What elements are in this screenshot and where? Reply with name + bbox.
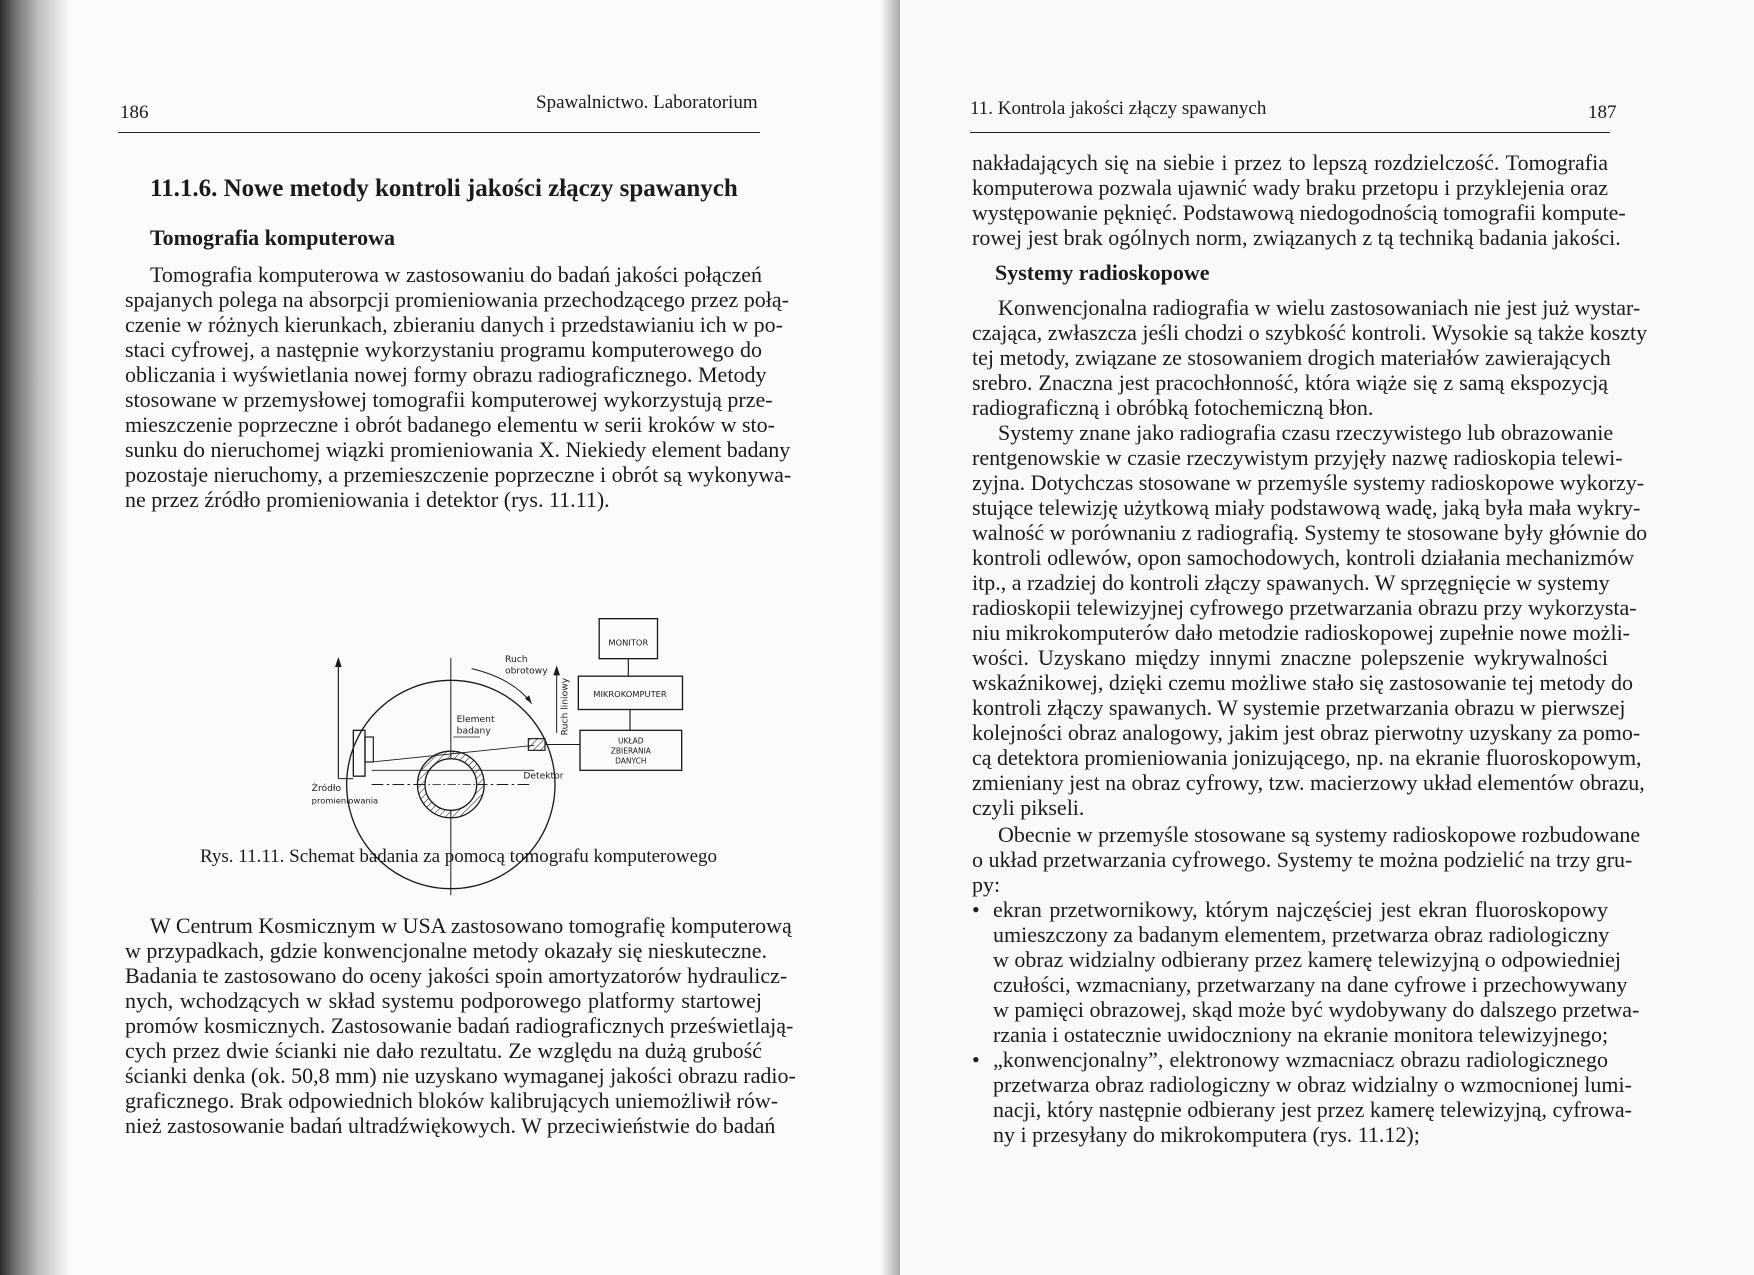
data-acquisition-label: DANYCH bbox=[615, 756, 647, 766]
radiation-source bbox=[353, 730, 365, 776]
microcomputer-label: MIKROKOMPUTER bbox=[593, 689, 667, 699]
text-line: nież zastosowanie badań ultradźwiękowych. W przeciwieństwie do badań bbox=[125, 1113, 776, 1138]
text-line: nych, wchodzących w skład systemu podporowego platformy startowej bbox=[125, 988, 762, 1013]
text-line: ścianki denka (ok. 50,8 mm) nie uzyskano wymaganej jakości obrazu radio- bbox=[125, 1063, 796, 1088]
text-line: Konwencjonalna radiografia w wielu zastosowaniach nie jest już wystar- bbox=[998, 295, 1641, 320]
header-rule bbox=[970, 132, 1610, 133]
text-line: stujące telewizję użytkową miały podstawową wadę, jaką była mała wykry- bbox=[972, 495, 1641, 520]
source-label: Źródło bbox=[311, 783, 342, 795]
monitor-label: MONITOR bbox=[608, 637, 649, 648]
subheading: Systemy radioskopowe bbox=[995, 260, 1210, 285]
rotation-label: obrotowy bbox=[505, 665, 548, 677]
text-line: cą detektora promieniowania jonizującego, np. na ekranie fluoroskopowym, bbox=[972, 745, 1642, 770]
page-number: 186 bbox=[120, 102, 149, 123]
text-line: kontroli złączy spawanych. W systemie przetwarzania obrazu w pierwszej bbox=[972, 695, 1626, 720]
text-line: czająca, zwłaszcza jeśli chodzi o szybkość kontroli. Wysokie są także koszty bbox=[972, 320, 1648, 345]
text-line: cych przez dwie ścianki nie dało rezultatu. Ze względu na dużą grubość bbox=[125, 1038, 762, 1063]
text-line: radiograficzną i obróbką fotochemiczną błon. bbox=[972, 395, 1374, 420]
text-line: sunku do nieruchomej wiązki promieniowania X. Niekiedy element badany bbox=[125, 437, 791, 462]
text-line: „konwencjonalny”, elektronowy wzmacniacz obrazu radiologicznego bbox=[993, 1047, 1608, 1072]
page-number: 187 bbox=[1588, 102, 1617, 123]
text-line: kolejności obraz analogowy, jakim jest obraz pierwotny uzyskany za pomo- bbox=[972, 720, 1641, 745]
text-line: w obraz widzialny odbierany przez kamerę telewizyjną o odpowiedniej bbox=[993, 947, 1621, 972]
text-line: rowej jest brak ogólnych norm, związanych z tą techniką badania jakości. bbox=[972, 225, 1621, 250]
bullet-marker: • bbox=[972, 897, 980, 922]
text-line: staci cyfrowej, a następnie wykorzystaniu programu komputerowego do bbox=[125, 337, 762, 362]
text-line: radioskopii telewizyjnej cyfrowego przetwarzania obrazu przy wykorzysta- bbox=[972, 595, 1637, 620]
right-page bbox=[900, 0, 1754, 1275]
text-line: niu mikrokomputerów dało metodzie radioskopowej zupełnie nowe możli- bbox=[972, 620, 1631, 645]
text-line: występowanie pęknięć. Podstawową niedogodnością tomografii kompute- bbox=[972, 200, 1626, 225]
text-line: walność w porównaniu z radiografią. Systemy te stosowane były głównie do bbox=[972, 520, 1648, 545]
text-line: rentgenowskie w czasie rzeczywistym przyjęły nazwę radioskopia telewi- bbox=[972, 445, 1623, 470]
page-edge-shadow bbox=[0, 0, 70, 1275]
text-line: tej metody, związane ze stosowaniem drogich materiałów zawierających bbox=[972, 345, 1611, 370]
text-line: Badania te zastosowano do oceny jakości spoin amortyzatorów hydraulicz- bbox=[125, 963, 788, 988]
text-line: obliczania i wyświetlania nowej formy obrazu radiograficznego. Metody bbox=[125, 362, 767, 387]
text-line: czyli pikseli. bbox=[972, 795, 1085, 820]
text-line: komputerowa pozwala ujawnić wady braku przetopu i przyklejenia oraz bbox=[972, 175, 1608, 200]
text-line: rzania i ostatecznie uwidoczniony na ekranie monitora telewizyjnego; bbox=[993, 1022, 1609, 1047]
text-line: przetwarza obraz radiologiczny w obraz widzialny o wzmocnionej lumi- bbox=[993, 1072, 1632, 1097]
detector-label: Detektor bbox=[523, 770, 564, 782]
text-line: wskaźnikowej, dzięki czemu możliwe stało się zastosowanie tej metody do bbox=[972, 670, 1634, 695]
data-acquisition-label: ZBIERANIA bbox=[610, 746, 651, 756]
text-line: W Centrum Kosmicznym w USA zastosowano tomografię komputerową bbox=[150, 913, 792, 938]
section-heading: 11.1.6. Nowe metody kontroli jakości złączy spawanych bbox=[150, 175, 738, 202]
text-line: kontroli odlewów, opon samochodowych, kontroli działania mechanizmów bbox=[972, 545, 1635, 570]
source-label: promieniowania bbox=[311, 795, 379, 806]
text-line: stosowane w przemysłowej tomografii komputerowej wykorzystują prze- bbox=[125, 387, 773, 412]
text-line: w przypadkach, gdzie konwencjonalne metody okazały się nieskuteczne. bbox=[125, 938, 768, 963]
subheading: Tomografia komputerowa bbox=[150, 225, 396, 250]
data-acquisition-label: UKŁAD bbox=[618, 736, 644, 746]
rotation-label: Ruch bbox=[505, 654, 528, 665]
text-line: Systemy znane jako radiografia czasu rzeczywistego lub obrazowanie bbox=[998, 420, 1614, 445]
text-line: itp., a rzadziej do kontroli złączy spawanych. W sprzęgnięcie w systemy bbox=[972, 570, 1610, 595]
running-head: 11. Kontrola jakości złączy spawanych bbox=[970, 98, 1267, 119]
element-label: Element bbox=[456, 714, 495, 725]
text-line: Tomografia komputerowa w zastosowaniu do badań jakości połączeń bbox=[150, 262, 762, 287]
text-line: wości. Uzyskano między innymi znaczne polepszenie wykrywalności bbox=[972, 645, 1608, 670]
bullet-marker: • bbox=[972, 1047, 980, 1072]
header-rule bbox=[118, 132, 760, 133]
text-line: pozostaje nieruchomy, a przemieszczenie poprzeczne i obrót są wykonywa- bbox=[125, 462, 792, 487]
text-line: graficznego. Brak odpowiednich bloków kalibrujących uniemożliwił rów- bbox=[125, 1088, 779, 1113]
detector bbox=[528, 739, 545, 751]
text-line: ne przez źródło promieniowania i detektor (rys. 11.11). bbox=[125, 487, 610, 512]
text-line: czenie w różnych kierunkach, zbieraniu danych i przedstawianiu ich w po- bbox=[125, 312, 783, 337]
book-gutter-shadow bbox=[880, 0, 900, 1275]
text-line: umieszczony za badanym elementem, przetwarza obraz radiologiczny bbox=[993, 922, 1610, 947]
text-line: Obecnie w przemyśle stosowane są systemy radioskopowe rozbudowane bbox=[998, 822, 1641, 847]
text-line: srebro. Znaczna jest pracochłonność, która wiąże się z samą ekspozycją bbox=[972, 370, 1608, 395]
text-line: spajanych polega na absorpcji promieniowania przechodzącego przez połą- bbox=[125, 287, 789, 312]
element-label: badany bbox=[456, 725, 491, 737]
text-line: py: bbox=[972, 872, 1001, 897]
text-line: w pamięci obrazowej, skąd może być wydobywany do dalszego przetwa- bbox=[993, 997, 1640, 1022]
text-line: nacji, który następnie odbierany jest przez kamerę telewizyjną, cyfrowa- bbox=[993, 1097, 1632, 1122]
running-head: Spawalnictwo. Laboratorium bbox=[536, 92, 758, 113]
text-line: ekran przetwornikowy, którym najczęściej jest ekran fluoroskopowy bbox=[993, 897, 1608, 922]
text-line: zmieniany jest na obraz cyfrowy, tzw. macierzowy układ elementów obrazu, bbox=[972, 770, 1645, 795]
text-line: promów kosmicznych. Zastosowanie badań radiograficznych prześwietlają- bbox=[125, 1013, 794, 1038]
text-line: nakładających się na siebie i przez to lepszą rozdzielczość. Tomografia bbox=[972, 150, 1608, 175]
text-line: ny i przesyłany do mikrokomputera (rys. 11.12); bbox=[993, 1122, 1420, 1147]
text-line: o układ przetwarzania cyfrowego. Systemy te można podzielić na trzy gru- bbox=[972, 847, 1633, 872]
text-line: czułości, wzmacniany, przetwarzany na dane cyfrowe i przechowywany bbox=[993, 972, 1628, 997]
figure-caption: Rys. 11.11. Schemat badania za pomocą tomografu komputerowego bbox=[200, 846, 718, 867]
linear-motion-label: Ruch liniowy bbox=[559, 677, 571, 736]
text-line: zyjna. Dotychczas stosowane w przemyśle systemy radioskopowe wykorzy- bbox=[972, 470, 1645, 495]
text-line: mieszczenie poprzeczne i obrót badanego elementu w serii kroków w sto- bbox=[125, 412, 775, 437]
